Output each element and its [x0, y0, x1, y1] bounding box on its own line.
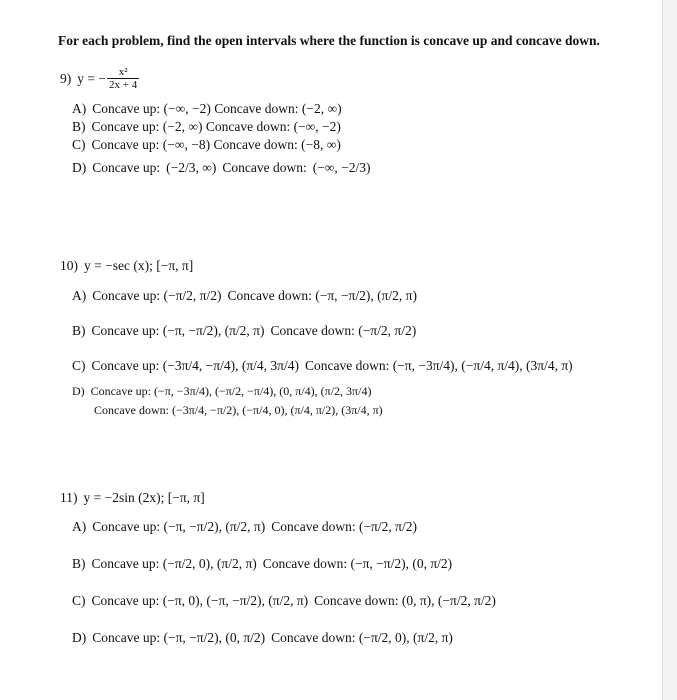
problem-9-option-c[interactable]: C) Concave up: (−∞, −8) Concave down: (−8, ∞) — [72, 137, 341, 152]
problem-10-statement — [60, 258, 193, 274]
problem-11-number: 11) — [60, 490, 78, 505]
problem-9-option-a[interactable]: A) Concave up: (−∞, −2) Concave down: (−2, ∞) — [72, 101, 342, 116]
problem-10-function: y = −sec (x); [−π, π] — [84, 258, 194, 273]
instructions-heading: For each problem, find the open intervals where the function is concave up and concave down. — [58, 33, 600, 48]
problem-10-option-d-concave-down: Concave down: (−3π/4, −π/2), (−π/4, 0), (π/4, π/2), (3π/4, π) — [94, 403, 383, 417]
problem-10-option-d[interactable]: D) Concave up: (−π, −3π/4), (−π/2, −π/4), (0, π/4), (π/2, 3π/4) — [72, 384, 372, 398]
problem-9-number: 9) — [60, 70, 72, 86]
problem-11-option-d[interactable]: D) Concave up: (−π, −π/2), (0, π/2) Concave down: (−π/2, 0), (π/2, π) — [72, 630, 453, 645]
problem-9-function-fraction: $\frac{\text{x²}}{2x + 4}$ — [108, 66, 138, 91]
problem-9-option-d[interactable]: D) Concave up: (−2/3, ∞) Concave down: (−∞, −2/3) — [72, 160, 371, 175]
problem-10-option-b[interactable]: B) Concave up: (−π, −π/2), (π/2, π) Concave down: (−π/2, π/2) — [72, 323, 417, 338]
problem-9-statement — [60, 66, 140, 91]
problem-11-option-a[interactable]: A) Concave up: (−π, −π/2), (π/2, π) Concave down: (−π/2, π/2) — [72, 519, 417, 534]
problem-9-option-b[interactable]: B) Concave up: (−2, ∞) Concave down: (−∞, −2) — [72, 119, 341, 134]
problem-10-option-c[interactable]: C) Concave up: (−3π/4, −π/4), (π/4, 3π/4) Concave down: (−π, −3π/4), (−π/4, π/4), (3π/4, π) — [72, 358, 573, 373]
problem-11-option-c[interactable]: C) Concave up: (−π, 0), (−π, −π/2), (π/2, π) Concave down: (0, π), (−π/2, π/2) — [72, 593, 496, 608]
problem-10-number: 10) — [60, 258, 78, 273]
problem-11-function: y = −2sin (2x); [−π, π] — [83, 490, 205, 505]
problem-11-option-b[interactable]: B) Concave up: (−π/2, 0), (π/2, π) Concave down: (−π, −π/2), (0, π/2) — [72, 556, 453, 571]
page-scrollbar[interactable] — [662, 0, 677, 700]
problem-9-function-prefix: y = − — [77, 70, 106, 86]
problem-10-option-a[interactable]: A) Concave up: (−π/2, π/2) Concave down: (−π, −π/2), (π/2, π) — [72, 288, 417, 303]
problem-11-statement — [60, 490, 205, 506]
